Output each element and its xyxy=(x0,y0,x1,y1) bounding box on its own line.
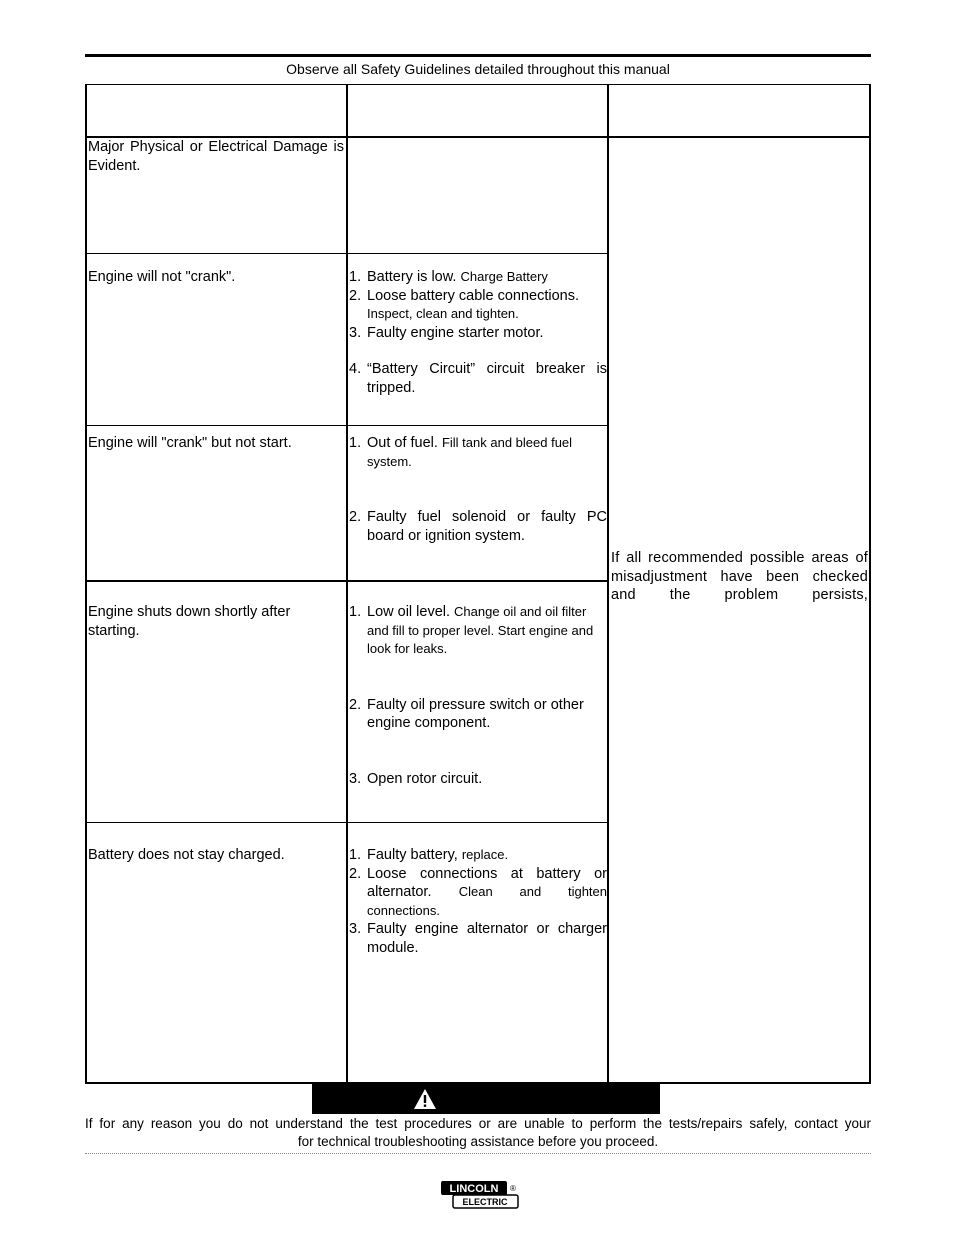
lincoln-electric-logo xyxy=(440,1180,520,1210)
warning-bar xyxy=(312,1083,660,1114)
symptom-row-3: Engine will "crank" but not start. xyxy=(88,435,292,451)
cause-item: 1. Out of fuel. Fill tank and bleed fuel system. xyxy=(349,435,573,469)
column-divider-2 xyxy=(607,84,609,1084)
symptom-row-5: Battery does not stay charged. xyxy=(88,847,285,863)
cause-item: 1. Low oil level. Change oil and oil filter and fill to proper level. Start engine and look for leaks. xyxy=(349,604,594,656)
symptom-row-4: Engine shuts down shortly after starting. xyxy=(88,604,291,639)
causes-row-2 xyxy=(349,268,607,397)
row-divider xyxy=(85,580,608,582)
cause-item: 2. Faulty fuel solenoid or faulty PC board or ignition system. xyxy=(349,509,607,544)
symptom-row-1: Major Physical or Electrical Damage is Evident. xyxy=(88,139,344,174)
table-border-right xyxy=(869,84,871,1084)
column-divider-1 xyxy=(346,84,348,1084)
table-border-left xyxy=(85,84,87,1084)
table-border-top xyxy=(85,84,871,85)
svg-text:®: ® xyxy=(510,1184,516,1193)
top-rule xyxy=(85,54,871,57)
row-divider xyxy=(85,822,607,823)
causes-row-3 xyxy=(349,434,607,545)
causes-row-5 xyxy=(349,846,607,957)
warning-triangle-icon xyxy=(413,1088,437,1110)
recommended-action: If all recommended possible areas of misadjustment have been checked and the problem persists, xyxy=(611,550,868,603)
cause-item: 2. Loose connections at battery or alternator. Clean and tighten connections. xyxy=(349,865,607,918)
causes-row-4 xyxy=(349,603,607,788)
row-divider xyxy=(85,425,608,426)
cause-item: 3. Open rotor circuit. xyxy=(349,770,483,787)
svg-text:ELECTRIC: ELECTRIC xyxy=(462,1197,508,1207)
cause-item: 1. Faulty battery, replace. xyxy=(349,847,509,863)
cause-item: 4. “Battery Circuit” circuit breaker is tripped. xyxy=(349,361,607,396)
svg-text:LINCOLN: LINCOLN xyxy=(449,1183,499,1195)
row-divider xyxy=(85,253,608,254)
safety-guideline: Observe all Safety Guidelines detailed throughout this manual xyxy=(286,61,670,77)
troubleshooting-table xyxy=(85,84,871,1084)
symptom-row-2: Engine will not "crank". xyxy=(88,269,236,285)
cause-item: 2. Loose battery cable connections. Inspect, clean and tighten. xyxy=(349,287,579,321)
cause-item: 2. Faulty oil pressure switch or other engine component. xyxy=(349,696,584,731)
warning-footnote: If for any reason you do not understand the test procedures or are unable to perform the tests/repairs safely, contact your for technical troubleshooting assistance before you proceed. xyxy=(85,1116,871,1149)
cause-item: 3. Faulty engine starter motor. xyxy=(349,324,544,341)
cause-item: 3. Faulty engine alternator or charger module. xyxy=(349,921,607,956)
cause-item: 1. Battery is low. Charge Battery xyxy=(349,269,548,285)
footer-rule xyxy=(85,1153,871,1154)
